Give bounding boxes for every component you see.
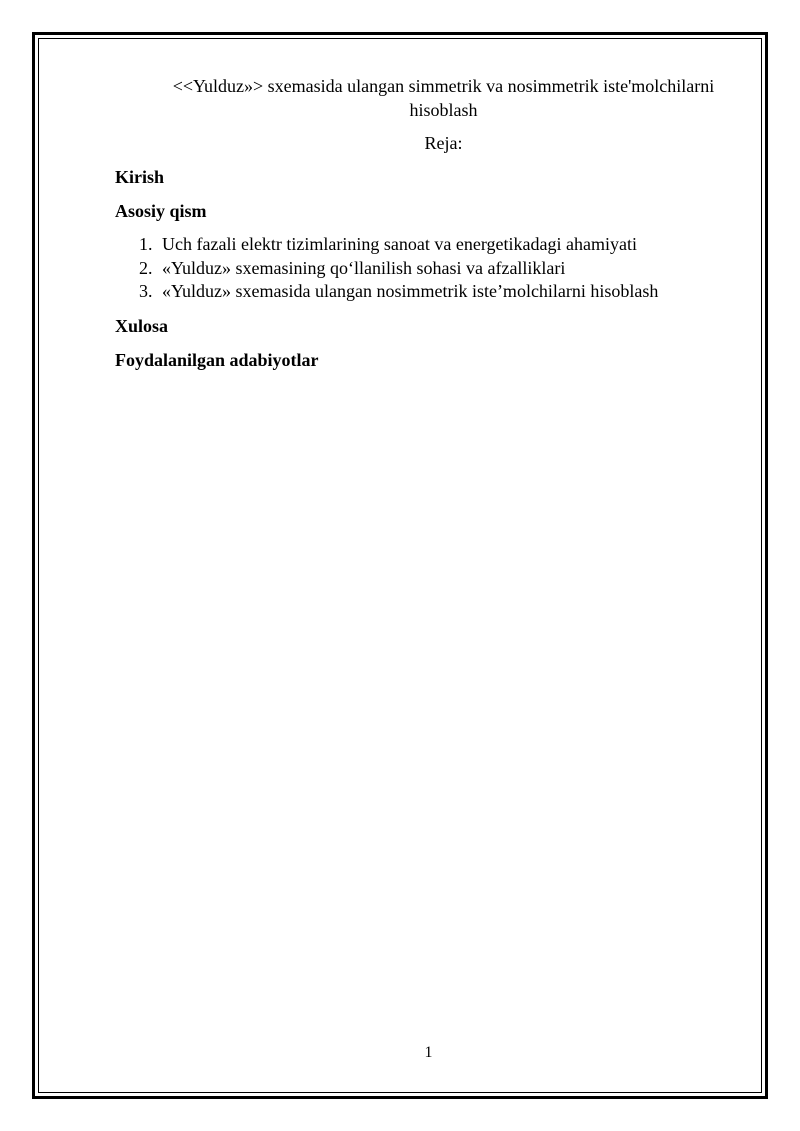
plan-item-text: «Yulduz» sxemasida ulangan nosimmetrik iste’molchilarni hisoblash (162, 281, 659, 301)
plan-item-text: Uch fazali elektr tizimlarining sanoat va energetikadagi ahamiyati (162, 234, 637, 254)
plan-item-text: «Yulduz» sxemasining qo‘llanilish sohasi va afzalliklari (162, 257, 566, 278)
page-number: 1 (424, 1044, 433, 1061)
plan-list (115, 233, 745, 304)
plan-item (115, 233, 745, 257)
section-heading-main: Asosiy qism (115, 201, 207, 221)
page-content (115, 74, 745, 372)
section-heading-conclusion: Xulosa (115, 315, 169, 336)
plan-item (115, 257, 745, 281)
plan-item (115, 280, 745, 304)
plan-label: Reja: (424, 133, 463, 153)
plan-item-number: 3. (139, 281, 153, 301)
section-heading-references: Foydalanilgan adabiyotlar (115, 349, 319, 370)
document-title: <<Yulduz»> sxemasida ulangan simmetrik va nosimmetrik iste'molchilarni hisoblash (172, 76, 715, 120)
section-heading-intro: Kirish (115, 167, 165, 187)
plan-item-number: 1. (139, 234, 153, 254)
plan-item-number: 2. (139, 257, 153, 278)
